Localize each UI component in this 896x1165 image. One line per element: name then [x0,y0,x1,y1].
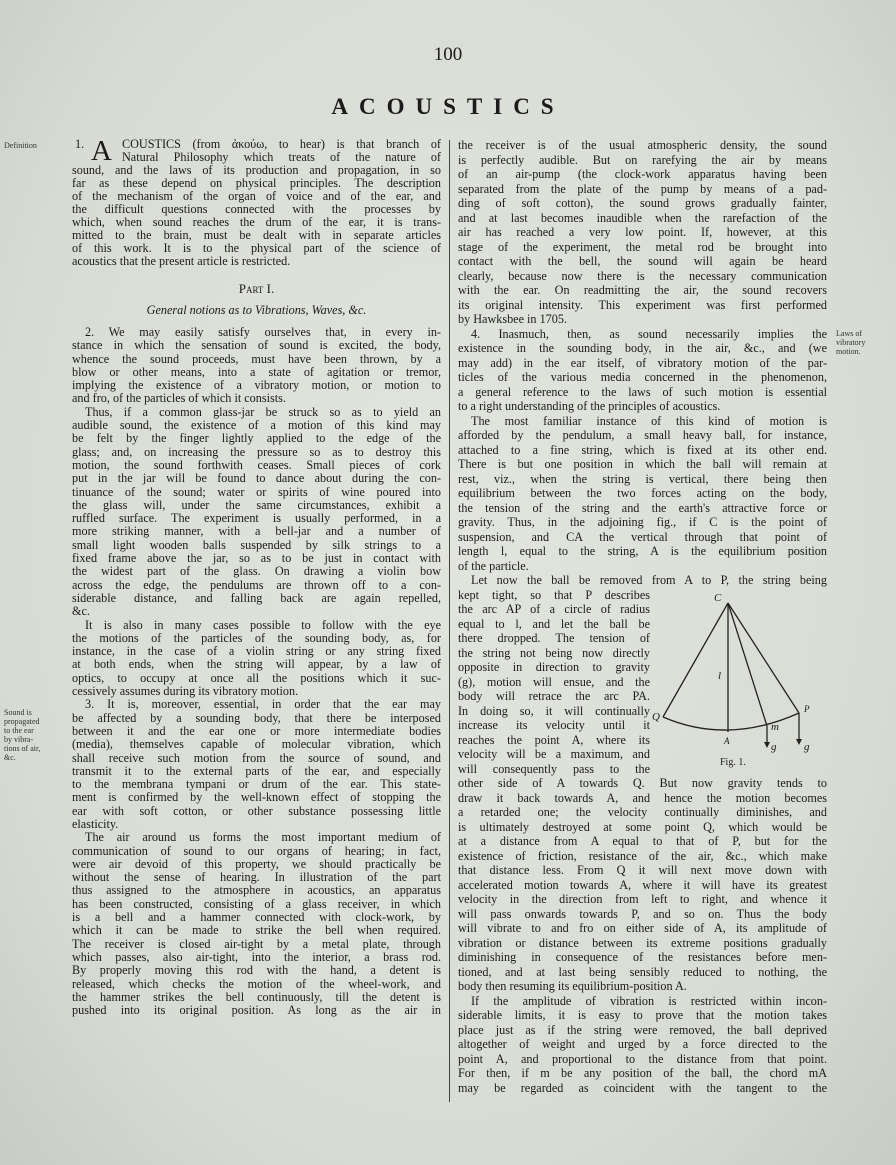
text-line: By properly moving this rod with the hand, a detent is [72,963,441,978]
text-line: air has reached a very low point. If, however, at this [458,225,827,239]
article-title: ACOUSTICS [331,94,565,119]
text-line: fixed frame above the jar, so as to be just in contact with [72,551,441,566]
text-line: audible sound, the existence of a motion of this kind may [72,418,441,433]
paragraph [458,327,827,414]
text-line: optics, to occupy at once all the positions which it suc- [72,670,441,685]
paragraph [72,831,441,1017]
text-line: will vibrate to and fro on either side of A, its amplitude of [458,921,827,935]
label-p: P [804,704,810,714]
paragraph [458,414,827,574]
text-line: be felt by the finger lightly applied to the edge of the [72,431,441,446]
text-line: of the particle. [458,558,529,573]
section-subheading: General notions as to Vibrations, Waves, &c. [146,303,367,317]
text-line: acoustics that the present article is restricted. [72,254,291,268]
label-l: l [718,670,722,682]
label-m: m [771,721,779,733]
text-line: the tension of the string and the earth's attractive force or [458,500,827,515]
text-line: a general reference to the laws of such motion is essential [458,384,827,399]
text-line: across the edge, the pendulums are thrown off to a con- [72,577,441,592]
margin-note-line: by vibra- [4,735,34,744]
text-line: will pass onwards towards P, and so on. Thus the body [458,906,827,921]
paragraph [458,138,827,327]
left-column [72,138,441,1017]
margin-note-line: &c. [4,753,16,762]
intro-paragraph [72,138,441,268]
text-line: clearly, because now there is the necessary communication [458,268,827,283]
text-line: siderable distance, and falling back are again repelled, [72,590,441,605]
text-line: the arc AP of a circle of radius [458,602,650,616]
text-line: the hammer strikes the bell continuously, till the detent is [72,989,441,1004]
text-line: and at last becomes inaudible when the rarefaction of the [458,210,827,225]
text-line: may be regarded as coincident with the tangent to the [458,1080,827,1095]
text-line: sound, and the laws of its production and propagation, in so [72,163,441,177]
text-line: siderable limits, it is easy to prove that the motion takes [458,1008,827,1022]
text-line: will consequently pass to the [458,761,650,776]
text-line: The receiver is closed air-tight by a metal plate, through [72,936,441,951]
paragraph [72,619,441,699]
text-line: may add) in the ear itself, of vibratory motion of the par- [458,355,827,370]
pendulum-figure [650,592,840,775]
text-line: of the mechanism of the organ of voice and of the ear, and [72,189,441,203]
text-line: the difficult questions connected with the processes by [72,202,441,216]
drop-cap: A [91,138,112,164]
margin-note-line: propagated [4,717,40,726]
intro-opening-lines [122,138,441,164]
text-line: which it can be made to strike the bell when required. [72,923,441,938]
paragraph [72,406,441,619]
text-line: The most familiar instance of this kind of motion is [471,413,827,428]
text-line: pushed into its original position. As long as the air in [72,1003,441,1018]
paragraph [458,994,827,1096]
text-line: 4. Inasmuch, then, as sound necessarily implies the [471,326,827,341]
margin-note-line: to the ear [4,726,34,735]
text-line: tioned, and at last being sensibly reduced to nothing, the [458,964,827,979]
text-line: far as these depend on physical principles. The description [72,176,441,190]
margin-note-line: Laws of [836,329,862,338]
string-cm [728,603,767,726]
text-line: a retarded one; the velocity continually diminishes, and [458,805,827,819]
text-line: blow or other means, into a state of agitation or tremor, [72,364,441,379]
label-c: C [714,592,722,604]
text-line: length l, equal to the string, A is the equilibrium position [458,544,827,558]
label-a: A [724,736,730,746]
text-line: place just as if the string were removed, the ball deprived [458,1022,827,1037]
text-line: ticles of the various media concerned in the phenomenon, [458,370,827,384]
text-line: cessively assumes during its vibratory motion. [72,684,299,699]
column-divider [449,140,450,1102]
text-line: attached to a fine string, which is fixed at its other end. [458,442,827,457]
text-line: suspension, and CA the vertical through that point of [458,529,827,544]
text-line: the motions of the particles of the sounding body, as, for [72,630,441,645]
text-line: kept tight, so that P describes [458,587,650,602]
figure-caption: Fig. 1. [720,757,746,768]
text-line: equal to l, and let the ball be [458,616,650,631]
text-line: is perfectly audible. But on rarefying the air by means [458,152,827,167]
paragraph [72,326,441,406]
text-line: that distance less. From Q it will next move down with [458,863,827,877]
text-line: thus assigned to the atmosphere in acoustics, an apparatus [72,883,441,898]
text-line: gravity. Thus, in the adjoining fig., if C is the point of [458,515,827,529]
text-line: stance in which the sensation of sound is excited, the body, [72,338,441,353]
text-line: communication of sound to our organs of hearing; in fact, [72,843,441,858]
text-line: stage of the experiment, the metal rod be brought into [458,239,827,254]
text-line: the widest part of the glass. On drawing a violin bow [72,564,441,579]
text-line: ding of soft cotton), the sound grows gradually fainter, [458,196,827,210]
text-line: body will retrace the arc PA. [458,689,650,703]
text-line: be affected by a sounding body, that there be interposed [72,710,441,725]
text-line: whence the sound proceeds, must have been thrown, by a [72,351,441,366]
text-line: If the amplitude of vibration is restricted within incon- [471,993,827,1008]
label-g: g [804,741,810,753]
arrowhead [796,739,802,745]
text-line: 3. It is, moreover, essential, in order that the ear may [85,697,441,712]
string-cp [728,603,799,713]
text-line: shall receive such motion from the source of sound, and [72,750,441,765]
text-line: body then resuming its equilibrium-position A. [458,979,687,993]
paragraph-number: 1. [75,137,85,151]
text-line: is a bell and a hammer connected with clock-work, by [72,910,441,925]
text-line: between it and the ear one or more intermediate bodies [72,723,441,738]
label-q: Q [652,711,660,723]
text-line: ment is confirmed by the well-known effect of stopping the [72,790,441,805]
text-line: (g), motion will ensue, and the [458,674,650,689]
page-number: 100 [433,44,463,65]
label-g: g [771,741,777,753]
text-line: of an air-pump (the clock-work apparatus having been [458,167,827,181]
string-cq [663,603,728,717]
text-line: COUSTICS (from ἀκούω, to hear) is that branch of [122,137,441,151]
text-line: ear with soft cotton, or other substance possessing little [72,803,441,818]
text-line: which passes, also air-tight, into the interior, a brass rod. [72,949,441,964]
text-line: point A, and proportional to the distance from that point. [458,1051,827,1066]
text-line: For then, if m be any position of the ball, the chord mA [458,1066,827,1080]
text-line: were air devoid of this property, we should practically be [72,856,441,871]
text-line: by Hawksbee in 1705. [458,312,567,326]
arrowhead [764,742,770,748]
text-line: with the ear. On readmitting the air, the sound recovers [458,283,827,297]
text-line: and fro, of the particles of which it consists. [72,391,286,406]
text-line: &c. [72,604,90,619]
text-line: existence in the sounding body, in the air, &c., and (we [458,341,827,355]
text-line: increase its velocity until it [458,718,650,732]
text-line: reaches the point A, where its [458,732,650,747]
text-line: without the sense of hearing. In illustration of the part [72,870,441,885]
text-line: which, when sound reaches the drum of the ear, it is trans- [72,215,441,229]
text-line: ruffled surface. The experiment is usually performed, in a [72,511,441,526]
text-line: velocity in the direction from left to right, and whence it [458,892,827,906]
text-line: there dropped. The tension of [458,631,650,645]
text-line: the receiver is of the usual atmospheric density, the sound [458,138,827,152]
text-line: accelerated motion towards A, where it will have its greatest [458,877,827,892]
text-line: In doing so, it will continually [458,703,650,718]
text-line: diminishing in consequence of the resistances before men- [458,950,827,964]
text-line: mitted to the brain, must be dealt with in separate articles [72,228,441,242]
text-line: has been constructed, consisting of a glass receiver, in which [72,896,441,911]
text-line: velocity will be a maximum, and [458,747,650,761]
text-line: Natural Philosophy which treats of the nature of [122,150,441,164]
paragraph [458,776,827,994]
text-line: vibration or distance between its extreme positions gradually [458,935,827,950]
text-line: rest, viz., when the string is vertical, there being then [458,471,827,486]
margin-note-line: motion. [836,347,861,356]
text-line: to a right understanding of the principles of acoustics. [458,399,721,413]
text-line: instance, in the case of a violin string or any string fixed [72,644,441,659]
margin-note-line: Sound is [4,708,32,717]
text-line: (media), themselves capable of molecular vibration, which [72,737,441,752]
margin-note-line: tions of air, [4,744,41,753]
text-line: at a distance from A equal to that of P, but for the [458,834,827,848]
margin-note-definition: Definition [4,141,37,150]
text-line: Thus, if a common glass-jar be struck so as to yield an [85,404,441,419]
margin-note-laws [836,329,865,356]
text-line: There is but one position in which the ball will remain at [458,457,827,471]
text-line: altogether of weight and urged by a force directed to the [458,1037,827,1051]
text-line: is ultimately destroyed at some point Q, which would be [458,819,827,834]
text-line: put in the jar will be found to dance about during the con- [72,471,441,486]
paragraph [72,698,441,831]
margin-note-line: vibratory [836,338,866,347]
text-line: the string not being now directly [458,645,650,660]
text-line: opposite in direction to gravity [458,660,650,674]
text-line: afforded by the pendulum, a small heavy ball, for instance, [458,428,827,442]
text-line: released, which checks the motion of the wheel-work, and [72,976,441,991]
text-line: equilibrium between the two forces acting on the body, [458,486,827,500]
text-line: glass; and, on increasing the pressure so as to destroy this [72,444,441,459]
text-line: draw it back towards A, and hence the motion becomes [458,790,827,805]
section-heading: Part I. [238,281,275,296]
text-line: other side of A towards Q. But now gravity tends to [458,776,827,790]
text-line: implying the existence of a vibratory motion, or motion to [72,378,441,393]
text-line: contact with the bell, the sound will again be heard [458,254,827,268]
text-line: at both ends, when the string will appear, by a law of [72,657,441,672]
text-line: elasticity. [72,816,119,831]
text-line: its original intensity. This experiment was first performed [458,297,827,312]
text-line: tinuance of the sound; water or spirits of wine poured into [72,484,441,499]
text-line: It is also in many cases possible to follow with the eye [85,617,441,632]
text-line: existence of friction, resistance of the air, &c., which make [458,848,827,863]
text-line: of this work. It is to the physical part of the science of [72,241,441,255]
text-line: the glass will, under the same circumstances, exhibit a [72,497,441,512]
paragraph [458,573,827,588]
text-line: more striking manner, with a bell-jar and a number of [72,524,441,539]
text-line: transmit it to the external parts of the ear, and especially [72,763,441,778]
text-line: motion, the sound forthwith ceases. Small pieces of cork [72,457,441,472]
text-line: separated from the plate of the pump by means of a pad- [458,181,827,196]
text-line: Let now the ball be removed from A to P, the string being [471,573,827,587]
pendulum-diagram [650,595,840,775]
text-line: 2. We may easily satisfy ourselves that, in every in- [85,325,441,339]
text-line: The air around us forms the most important medium of [85,830,441,845]
margin-note-sound [4,708,40,762]
text-line: small light wooden balls suspended by silk strings to a [72,537,441,552]
text-line: to the membrana tympani or drum of the ear. This state- [72,777,441,792]
intro-opening [72,138,441,164]
